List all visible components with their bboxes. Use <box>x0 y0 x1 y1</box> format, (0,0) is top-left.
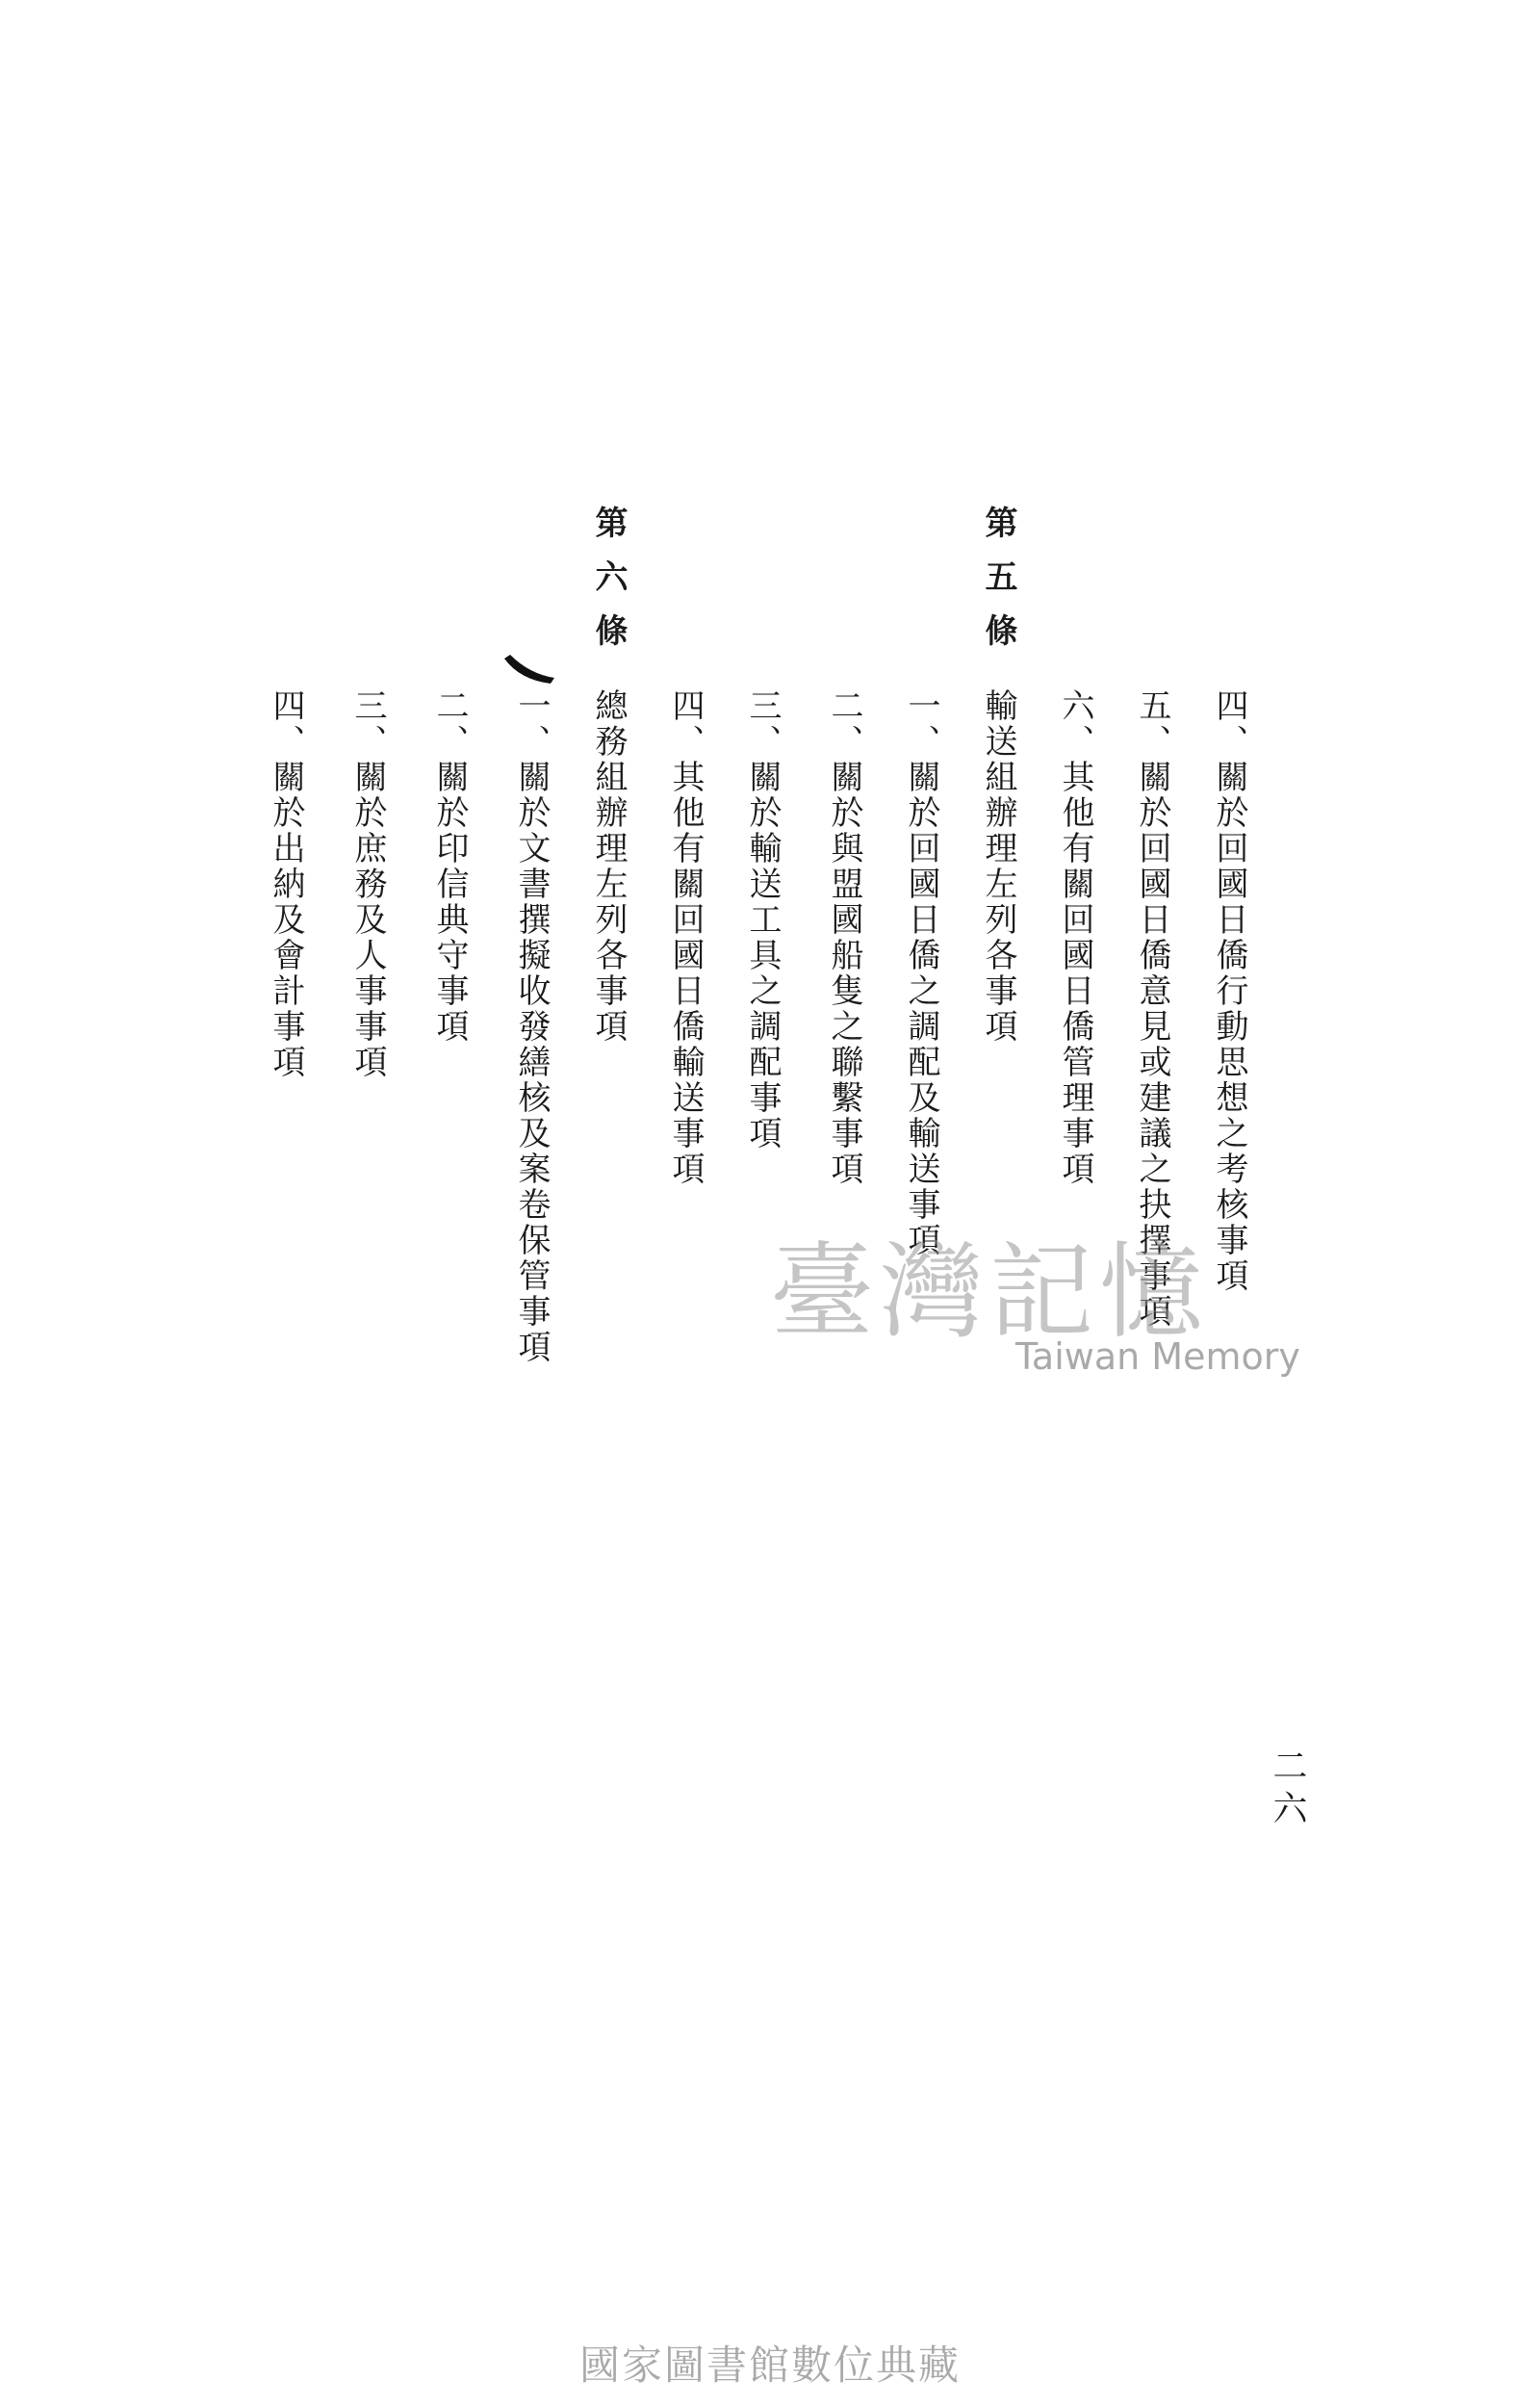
footer-archive-label: 國家圖書館數位典藏 <box>578 2342 961 2389</box>
text-column-15: 四、關於出納及會計事項 <box>267 688 305 1080</box>
text-column-11: 總務組辦理左列各事項 <box>589 688 628 1045</box>
watermark-chinese: 臺灣記憶 <box>770 1232 1210 1353</box>
text-column-13: 二、關於印信典守事項 <box>430 688 469 1045</box>
text-column-7: 二、關於與盟國船隻之聯繫事項 <box>825 688 863 1187</box>
text-column-9: 四、其他有關回國日僑輸送事項 <box>666 688 705 1187</box>
text-column-2: 五、關於回國日僑意見或建議之抉擇事項 <box>1133 688 1171 1330</box>
text-column-12: 一、關於文書撰擬收發繕核及案卷保管事項 <box>512 688 551 1365</box>
ink-mark-icon <box>500 651 558 689</box>
watermark-english: Taiwan Memory <box>1015 1335 1300 1378</box>
text-column-3: 六、其他有關回國日僑管理事項 <box>1056 688 1094 1187</box>
text-column-8: 三、關於輸送工具之調配事項 <box>743 688 782 1152</box>
article-heading-6: 第六條 <box>589 505 628 667</box>
text-column-5: 輸送組辦理左列各事項 <box>979 688 1017 1045</box>
article-heading-5: 第五條 <box>979 505 1017 667</box>
text-column-14: 三、關於庶務及人事事項 <box>348 688 387 1080</box>
text-column-1: 四、關於回國日僑行動思想之考核事項 <box>1210 688 1248 1294</box>
text-column-6: 一、關於回國日僑之調配及輸送事項 <box>902 688 940 1258</box>
page-number: 二六 <box>1268 1747 1307 1832</box>
